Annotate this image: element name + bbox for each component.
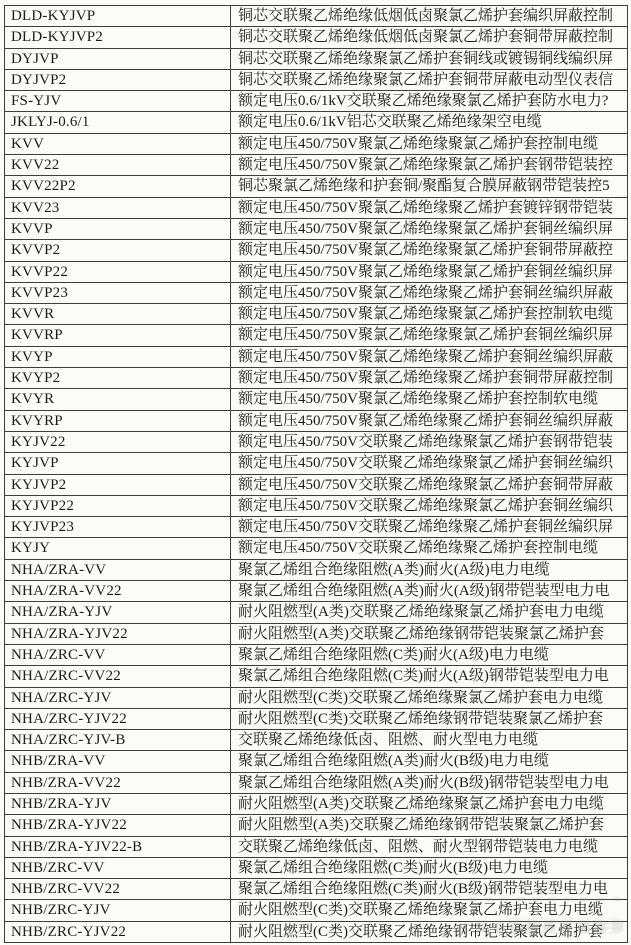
model-description-cell: 聚氯乙烯组合绝缘阻燃(C类)耐火(B级)钢带铠装型电力电 bbox=[231, 879, 628, 900]
model-description-cell: 铜芯聚氯乙烯绝缘和护套铜/聚酯复合膜屏蔽钢带铠装控5 bbox=[231, 176, 628, 197]
model-description-cell: 聚氯乙烯组合绝缘阻燃(A类)耐火(B级)钢带铠装型电力电 bbox=[231, 772, 628, 793]
model-code-cell: KVV23 bbox=[5, 197, 231, 218]
model-description-cell: 额定电压450/750V交联聚乙烯绝缘聚乙烯护套控制电缆 bbox=[231, 538, 628, 559]
model-code-cell: DLD-KYJVP2 bbox=[5, 27, 231, 48]
model-description-cell: 额定电压450/750V聚氯乙烯绝缘聚乙烯护套镀锌钢带铠装 bbox=[231, 197, 628, 218]
model-description-cell: 耐火阻燃型(C类)交联聚乙烯绝缘聚氯乙烯护套电力电缆 bbox=[231, 900, 628, 921]
model-description-cell: 额定电压450/750V聚氯乙烯绝缘聚氯乙烯护套控制电缆 bbox=[231, 133, 628, 154]
model-description-cell: 耐火阻燃型(A类)交联聚乙烯绝缘钢带铠装聚氯乙烯护套 bbox=[231, 623, 628, 644]
table-row bbox=[5, 815, 628, 836]
model-description-cell: 耐火阻燃型(A类)交联聚乙烯绝缘聚氯乙烯护套电力电缆 bbox=[231, 602, 628, 623]
table-row bbox=[5, 623, 628, 644]
table-row bbox=[5, 602, 628, 623]
model-code-cell: DYJVP2 bbox=[5, 69, 231, 90]
table-row bbox=[5, 240, 628, 261]
model-description-cell: 额定电压450/750V聚氯乙烯绝缘聚氯乙烯护套铜丝编织屏 bbox=[231, 325, 628, 346]
table-row bbox=[5, 666, 628, 687]
table-row bbox=[5, 304, 628, 325]
table-row bbox=[5, 857, 628, 878]
table-row bbox=[5, 112, 628, 133]
model-description-cell: 额定电压450/750V聚氯乙烯绝缘聚乙烯护套铜丝编织屏蔽 bbox=[231, 346, 628, 367]
model-code-cell: NHB/ZRA-YJV22-B bbox=[5, 836, 231, 857]
model-code-cell: KVVP22 bbox=[5, 261, 231, 282]
model-code-cell: FS-YJV bbox=[5, 91, 231, 112]
model-code-cell: NHB/ZRA-YJV22 bbox=[5, 815, 231, 836]
table-row bbox=[5, 559, 628, 580]
model-description-cell: 额定电压0.6/1kV铝芯交联聚乙烯绝缘架空电缆 bbox=[231, 112, 628, 133]
model-description-cell: 额定电压450/750V聚氯乙烯绝缘聚乙烯护套铜丝编织屏蔽 bbox=[231, 410, 628, 431]
model-description-cell: 额定电压450/750V聚氯乙烯绝缘聚乙烯护套铜带屏蔽控制 bbox=[231, 368, 628, 389]
table-body bbox=[5, 6, 628, 943]
table-row bbox=[5, 879, 628, 900]
model-code-cell: KVYP2 bbox=[5, 368, 231, 389]
model-description-cell: 额定电压450/750V聚氯乙烯绝缘聚氯乙烯护套钢带铠装控 bbox=[231, 155, 628, 176]
table-row bbox=[5, 197, 628, 218]
model-description-cell: 额定电压450/750V交联聚乙烯绝缘聚氯乙烯护套铜丝编织 bbox=[231, 453, 628, 474]
model-code-cell: KVYR bbox=[5, 389, 231, 410]
table-row bbox=[5, 282, 628, 303]
model-description-cell: 铜芯交联聚乙烯绝缘低烟低卤聚氯乙烯护套铜带屏蔽控制 bbox=[231, 27, 628, 48]
table-row bbox=[5, 730, 628, 751]
table-row bbox=[5, 368, 628, 389]
model-code-cell: KVYP bbox=[5, 346, 231, 367]
model-code-cell: KVVP bbox=[5, 218, 231, 239]
model-code-cell: KVYRP bbox=[5, 410, 231, 431]
model-description-cell: 额定电压450/750V聚氯乙烯绝缘聚乙烯护套铜丝编织屏蔽 bbox=[231, 282, 628, 303]
model-code-cell: NHB/ZRA-VV22 bbox=[5, 772, 231, 793]
table-row bbox=[5, 900, 628, 921]
model-code-cell: KVVP23 bbox=[5, 282, 231, 303]
model-description-cell: 耐火阻燃型(C类)交联聚乙烯绝缘钢带铠装聚氯乙烯护套 bbox=[231, 708, 628, 729]
model-description-cell: 额定电压450/750V聚氯乙烯绝缘聚氯乙烯护套铜带屏蔽控 bbox=[231, 240, 628, 261]
model-code-cell: KYJV22 bbox=[5, 431, 231, 452]
table-row bbox=[5, 708, 628, 729]
model-code-cell: NHB/ZRA-VV bbox=[5, 751, 231, 772]
table-row bbox=[5, 751, 628, 772]
model-code-cell: NHA/ZRA-VV22 bbox=[5, 581, 231, 602]
model-code-cell: NHA/ZRC-YJV-B bbox=[5, 730, 231, 751]
table-row bbox=[5, 538, 628, 559]
model-description-cell: 聚氯乙烯组合绝缘阻燃(C类)耐火(B级)电力电缆 bbox=[231, 857, 628, 878]
model-description-cell: 额定电压450/750V聚氯乙烯绝缘聚乙烯护套控制软电缆 bbox=[231, 389, 628, 410]
model-code-cell: KVV22P2 bbox=[5, 176, 231, 197]
table-row bbox=[5, 48, 628, 69]
model-code-cell: NHA/ZRA-YJV22 bbox=[5, 623, 231, 644]
table-row bbox=[5, 261, 628, 282]
model-description-cell: 聚氯乙烯组合绝缘阻燃(C类)耐火(A级)钢带铠装型电力电 bbox=[231, 666, 628, 687]
table-row bbox=[5, 581, 628, 602]
table-row bbox=[5, 431, 628, 452]
model-code-cell: KYJVP22 bbox=[5, 495, 231, 516]
model-description-cell: 铜芯交联聚乙烯绝缘低烟低卤聚氯乙烯护套编织屏蔽控制 bbox=[231, 6, 628, 27]
model-description-cell: 额定电压450/750V聚氯乙烯绝缘聚氯乙烯护套铜丝编织屏 bbox=[231, 261, 628, 282]
table-row bbox=[5, 836, 628, 857]
model-code-cell: NHA/ZRA-YJV bbox=[5, 602, 231, 623]
model-description-cell: 额定电压450/750V交联聚乙烯绝缘聚氯乙烯护套钢带铠装 bbox=[231, 431, 628, 452]
model-code-cell: NHA/ZRC-VV22 bbox=[5, 666, 231, 687]
model-description-cell: 耐火阻燃型(C类)交联聚乙烯绝缘聚氯乙烯护套电力电缆 bbox=[231, 687, 628, 708]
model-description-cell: 耐火阻燃型(A类)交联聚乙烯绝缘钢带铠装聚氯乙烯护套 bbox=[231, 815, 628, 836]
model-description-cell: 铜芯交联聚乙烯绝缘聚氯乙烯护套铜带屏蔽电动型仪表信 bbox=[231, 69, 628, 90]
model-description-cell: 额定电压450/750V聚氯乙烯绝缘聚氯乙烯护套控制软电缆 bbox=[231, 304, 628, 325]
model-code-cell: NHB/ZRC-YJV22 bbox=[5, 921, 231, 942]
model-code-cell: KYJVP2 bbox=[5, 474, 231, 495]
cable-model-table bbox=[4, 5, 628, 943]
table-row bbox=[5, 346, 628, 367]
table-row bbox=[5, 474, 628, 495]
table-row bbox=[5, 27, 628, 48]
table-row bbox=[5, 325, 628, 346]
model-code-cell: KYJY bbox=[5, 538, 231, 559]
model-description-cell: 交联聚乙烯绝缘低卤、阻燃、耐火型钢带铠装电力电缆 bbox=[231, 836, 628, 857]
model-code-cell: KVV bbox=[5, 133, 231, 154]
model-description-cell: 聚氯乙烯组合绝缘阻燃(A类)耐火(B级)电力电缆 bbox=[231, 751, 628, 772]
model-code-cell: KVVRP bbox=[5, 325, 231, 346]
model-description-cell: 额定电压0.6/1kV交联聚乙烯绝缘聚氯乙烯护套防水电力? bbox=[231, 91, 628, 112]
model-code-cell: KYJVP bbox=[5, 453, 231, 474]
table-row bbox=[5, 133, 628, 154]
model-description-cell: 聚氯乙烯组合绝缘阻燃(A类)耐火(A级)电力电缆 bbox=[231, 559, 628, 580]
model-description-cell: 聚氯乙烯组合绝缘阻燃(C类)耐火(A级)电力电缆 bbox=[231, 644, 628, 665]
model-code-cell: NHA/ZRC-YJV22 bbox=[5, 708, 231, 729]
table-row bbox=[5, 389, 628, 410]
model-description-cell: 聚氯乙烯组合绝缘阻燃(A类)耐火(A级)钢带铠装型电力电 bbox=[231, 581, 628, 602]
table-row bbox=[5, 921, 628, 942]
table-row bbox=[5, 69, 628, 90]
table-row bbox=[5, 772, 628, 793]
table-row bbox=[5, 6, 628, 27]
model-description-cell: 交联聚乙烯绝缘低卤、阻燃、耐火型电力电缆 bbox=[231, 730, 628, 751]
model-description-cell: 耐火阻燃型(A类)交联聚乙烯绝缘聚氯乙烯护套电力电缆 bbox=[231, 793, 628, 814]
model-code-cell: KVVP2 bbox=[5, 240, 231, 261]
table-row bbox=[5, 176, 628, 197]
model-code-cell: NHA/ZRC-VV bbox=[5, 644, 231, 665]
model-description-cell: 耐火阻燃型(C类)交联聚乙烯绝缘钢带铠装聚氯乙烯护套 bbox=[231, 921, 628, 942]
model-description-cell: 额定电压450/750V聚氯乙烯绝缘聚氯乙烯护套铜丝编织屏 bbox=[231, 218, 628, 239]
model-code-cell: NHB/ZRC-VV22 bbox=[5, 879, 231, 900]
model-description-cell: 铜芯交联聚乙烯绝缘聚氯乙烯护套铜线或镀锡铜线编织屏 bbox=[231, 48, 628, 69]
table-row bbox=[5, 410, 628, 431]
table-row bbox=[5, 91, 628, 112]
model-description-cell: 额定电压450/750V交联聚乙烯绝缘聚乙烯护套铜丝编织屏 bbox=[231, 517, 628, 538]
model-description-cell: 额定电压450/750V交联聚乙烯绝缘聚氯乙烯护套铜带屏蔽 bbox=[231, 474, 628, 495]
table-row bbox=[5, 155, 628, 176]
table-row bbox=[5, 644, 628, 665]
model-description-cell: 额定电压450/750V交联聚乙烯绝缘聚氯乙烯护套铜丝编织 bbox=[231, 495, 628, 516]
table-row bbox=[5, 793, 628, 814]
table-row bbox=[5, 517, 628, 538]
table-row bbox=[5, 218, 628, 239]
table-row bbox=[5, 495, 628, 516]
model-code-cell: KVVR bbox=[5, 304, 231, 325]
model-code-cell: DLD-KYJVP bbox=[5, 6, 231, 27]
model-code-cell: KVV22 bbox=[5, 155, 231, 176]
model-code-cell: NHB/ZRC-YJV bbox=[5, 900, 231, 921]
model-code-cell: NHA/ZRA-VV bbox=[5, 559, 231, 580]
model-code-cell: NHB/ZRA-YJV bbox=[5, 793, 231, 814]
model-code-cell: DYJVP bbox=[5, 48, 231, 69]
model-code-cell: NHB/ZRC-VV bbox=[5, 857, 231, 878]
model-code-cell: JKLYJ-0.6/1 bbox=[5, 112, 231, 133]
table-row bbox=[5, 687, 628, 708]
table-row bbox=[5, 453, 628, 474]
model-code-cell: KYJVP23 bbox=[5, 517, 231, 538]
model-code-cell: NHA/ZRC-YJV bbox=[5, 687, 231, 708]
